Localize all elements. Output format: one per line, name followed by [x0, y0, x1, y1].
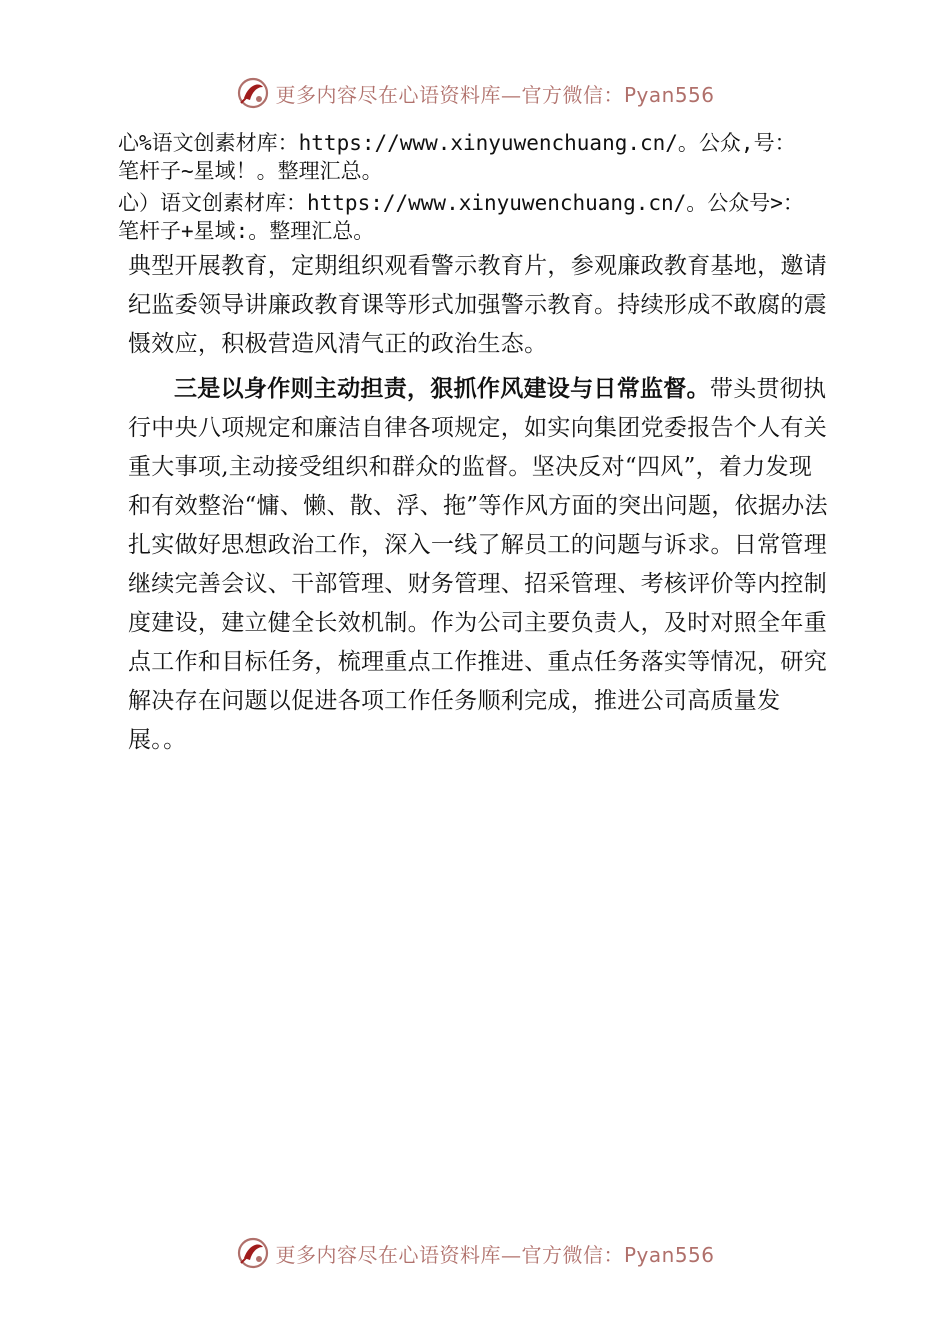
paragraph-body: 带头贯彻执行中央八项规定和廉洁自律各项规定，如实向集团党委报告个人有关重大事项,主动接受组织和群众的监督。坚决反对“四风”，着力发现和有效整治“慵、懒、散、浮、拖”等作风方面的突出问题，依据办法扎实做好思想政治工作，深入一线了解员工的问题与诉求。日常管理继续完善会议、干部管理、财务管理、招采管理、考核评价等内控制度建设，建立健全长效机制。作为公司主要负责人，及时对照全年重点工作和目标任务，梳理重点工作推进、重点任务落实等情况，研究解决存在问题以促进各项工作任务顺利完成，推进公司高质量发展。。	[128, 376, 828, 753]
body-paragraph-2	[128, 370, 828, 760]
watermark-line: 心%语文创素材库：https://www.xinyuwenchuang.cn/。公众,号：	[118, 131, 796, 155]
banner-text: 更多内容尽在心语资料库—官方微信：Pyan556	[275, 1242, 715, 1267]
watermark-line: 笔杆子~星域！。整理汇总。	[118, 159, 383, 183]
header-banner	[0, 73, 950, 113]
body-paragraph-1: 典型开展教育，定期组织观看警示教育片，参观廉政教育基地，邀请纪监委领导讲廉政教育课等形式加强警示教育。持续形成不敢腐的震慑效应，积极营造风清气正的政治生态。	[128, 253, 827, 357]
footer-banner	[0, 1233, 950, 1273]
banner-text: 更多内容尽在心语资料库—官方微信：Pyan556	[275, 82, 715, 107]
paragraph-heading: 三是以身作则主动担责，狠抓作风建设与日常监督。	[174, 376, 710, 402]
watermark-line: 心）语文创素材库：https://www.xinyuwenchuang.cn/。公众号>：	[118, 191, 804, 215]
watermark-line: 笔杆子+星域:。整理汇总。	[118, 219, 375, 243]
logo-icon	[235, 75, 271, 111]
logo-icon	[235, 1235, 271, 1271]
